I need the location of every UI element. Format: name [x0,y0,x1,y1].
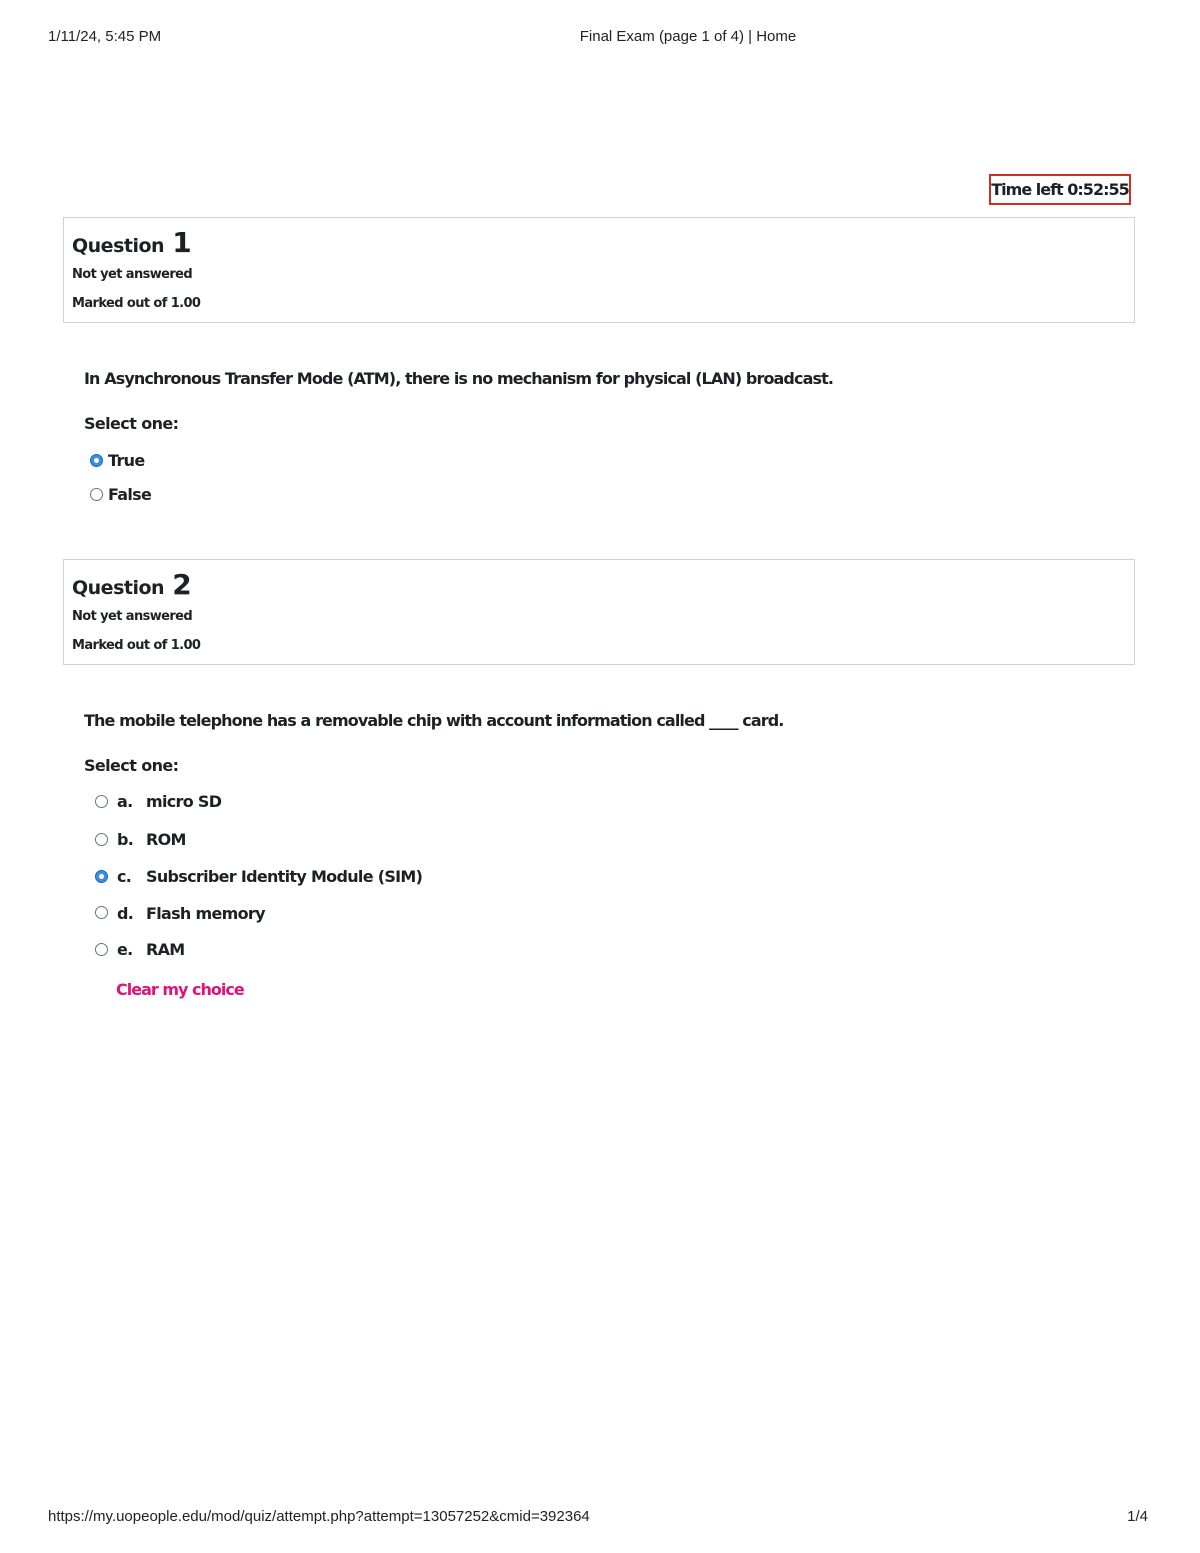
question-grade: Marked out of 1.00 [72,638,201,653]
question-state: Not yet answered [72,609,193,624]
option-label: micro SD [146,792,222,811]
option-false-label[interactable]: False [108,485,152,504]
option-label: Flash memory [146,904,265,923]
option-true-label[interactable]: True [108,451,145,470]
question-number-value: 1 [172,226,192,259]
option-e[interactable] [117,940,185,960]
print-datetime: 1/11/24, 5:45 PM [48,28,162,45]
question-grade: Marked out of 1.00 [72,296,201,311]
question-text-2: The mobile telephone has a removable chip with account information called ____ card. [84,711,784,730]
option-a[interactable] [117,792,221,812]
print-page-title: Final Exam (page 1 of 4) | Home [579,28,797,45]
radio-option-c[interactable] [95,870,108,883]
question-info-1 [63,217,1135,323]
option-label: Subscriber Identity Module (SIM) [146,867,423,886]
question-state: Not yet answered [72,267,193,282]
option-letter: a. [117,792,133,811]
print-page-number: 1/4 [1127,1508,1148,1525]
clear-my-choice-link[interactable]: Clear my choice [116,980,244,999]
option-letter: c. [117,867,132,886]
option-label: RAM [146,940,185,959]
option-label: ROM [146,830,186,849]
radio-true[interactable] [90,454,103,467]
print-url: https://my.uopeople.edu/mod/quiz/attempt.php?attempt=13057252&cmid=392364 [48,1508,590,1525]
question-number [72,226,1134,260]
option-letter: d. [117,904,134,923]
radio-option-a[interactable] [95,795,108,808]
question-info-2 [63,559,1135,665]
question-label: Question [72,577,165,599]
quiz-timer: Time left 0:52:55 [989,174,1131,205]
option-letter: e. [117,940,133,959]
option-c[interactable] [117,867,422,887]
radio-option-e[interactable] [95,943,108,956]
option-letter: b. [117,830,134,849]
radio-false[interactable] [90,488,103,501]
radio-option-b[interactable] [95,833,108,846]
select-one-prompt-1: Select one: [84,414,179,433]
radio-option-d[interactable] [95,906,108,919]
option-d[interactable] [117,904,265,924]
question-number-value: 2 [172,568,192,601]
question-label: Question [72,235,165,257]
question-number [72,568,1134,602]
select-one-prompt-2: Select one: [84,756,179,775]
option-b[interactable] [117,830,186,850]
question-text-1: In Asynchronous Transfer Mode (ATM), there is no mechanism for physical (LAN) broadcast. [84,369,834,388]
